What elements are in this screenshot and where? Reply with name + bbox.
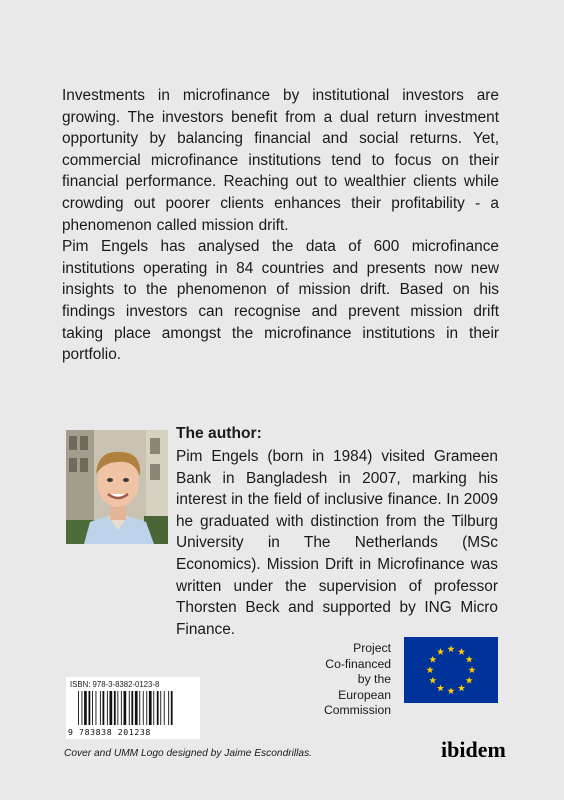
blurb-paragraph-2: Pim Engels has analysed the data of 600 microfinance institutions operating in 84 countries and presents now new insights to the phenomenon of mission drift. Based on his findings investors can recognise and prevent mission drift taking place amongst the microfinance institutions in their portfolio. [62,238,499,364]
eu-star [429,656,436,663]
barcode-bar [100,691,101,725]
barcode-bar [149,691,152,725]
barcode-bar [78,691,79,725]
barcode-bar [168,691,169,725]
barcode-bar [146,691,147,725]
barcode-bar [139,691,140,725]
eu-star [466,677,473,684]
author-bio: Pim Engels (born in 1984) visited Grameen Bank in Bangladesh in 2007, marking his interest in the field of inclusive finance. In 2009 he graduated with distinction from the Tilburg University in The Netherlands (MSc Economics). Mission Drift in Microfinance was written under the supervision of professor Thorsten Beck and supported by ING Micro Finance. [176,448,498,638]
barcode-bar [82,691,83,725]
barcode-bar [131,691,133,725]
eu-star [437,684,444,691]
barcode-digits: 9 783838 201238 [68,727,151,737]
eu-star [458,648,465,655]
barcode-bar [103,691,105,725]
eu-flag-logo [404,637,498,703]
eu-star [468,666,475,673]
barcode-bar [114,691,116,725]
cover-design-credit: Cover and UMM Logo designed by Jaime Escondrillas. [64,748,313,759]
barcode-bar [121,691,122,725]
barcode-bar [124,691,127,725]
barcode-bar [129,691,130,725]
eu-star [447,687,454,694]
barcode-bar [107,691,108,725]
eu-note-line: Co-financed [325,656,391,671]
eu-note-line: Commission [323,703,391,717]
author-photo [66,430,168,544]
eu-star [447,645,454,652]
isbn-barcode [66,677,200,739]
barcode-bar [143,691,144,725]
eu-star [458,684,465,691]
eu-star [437,648,444,655]
barcode-bar [157,691,159,725]
barcode-bar [153,691,154,725]
eu-note-line: Project [353,641,391,655]
barcode-bar [135,691,138,725]
barcode-bar [117,691,118,725]
barcode-bar [160,691,161,725]
blurb-paragraph-1: Investments in microfinance by institutional investors are growing. The investors benefit from a dual return investment opportunity by balancing financial and social returns. Yet, commercial microfinance institutions tend to focus on their financial performance. Reaching out to wealthier clients while crowding out poorer clients enhances their profitability - a phenomenon called mission drift. [62,87,499,234]
back-cover-blurb [62,85,499,366]
eu-star [429,677,436,684]
barcode-bar [89,691,91,725]
eu-cofinance-note [316,641,391,719]
eu-star [426,666,433,673]
barcode-bar [164,691,165,725]
barcode-bar [84,691,87,725]
barcode-bar [96,691,97,725]
isbn-label: ISBN: 978-3-8382-0123-8 [70,680,160,689]
eu-note-line: by the European [338,672,391,702]
barcode-bar [92,691,93,725]
barcode-bar [171,691,173,725]
author-heading: The author: [176,425,262,442]
barcode-bar [110,691,113,725]
publisher-logo: ibidem [441,737,506,762]
eu-star [466,656,473,663]
